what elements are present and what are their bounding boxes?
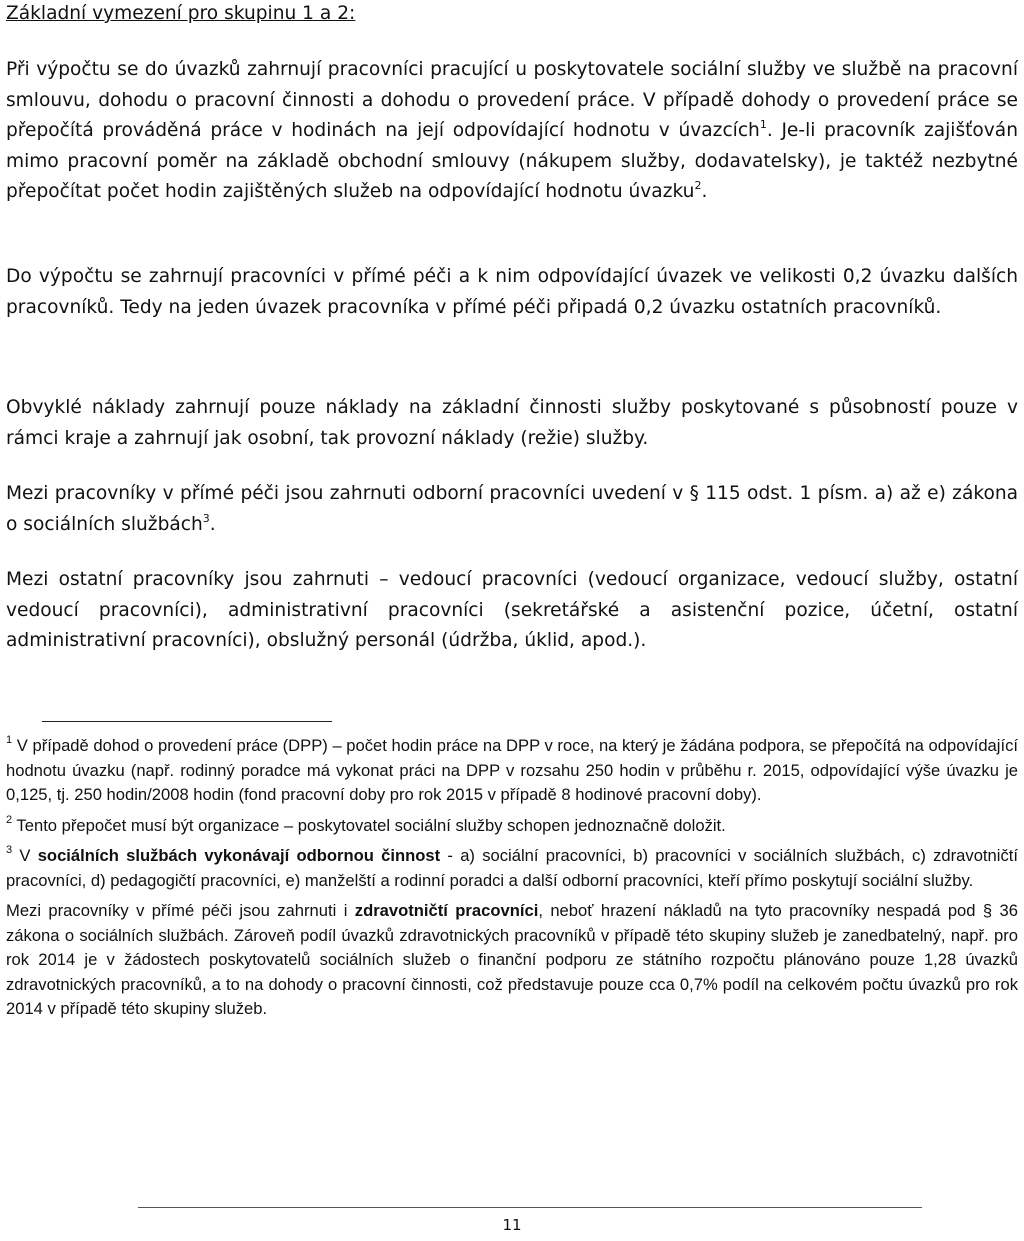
footnote-3-continuation: Mezi pracovníky v přímé péči jsou zahrnuti i zdravotničtí pracovníci, neboť hrazení nákladů na tyto pracovníky nespadá pod § 36 zákona o sociálních službách. Zároveň podíl úvazků zdravotnických pracovníků v případě této skupiny služeb je zanedbatelný, např. pro rok 2014 je v žádostech poskytovatelů sociálních služeb o finanční podporu ze státního rozpočtu plánováno pouze 1,28 úvazků zdravotnických pracovníků, a to na dohody o pracovní činnosti, což představuje pouze cca 0,7% podíl na celkovém počtu úvazků pro rok 2014 v případě této skupiny služeb. — [6, 901, 1018, 1018]
footnote-separator — [42, 721, 332, 722]
paragraph-direct-care: Do výpočtu se zahrnují pracovníci v přímé péči a k nim odpovídající úvazek ve velikosti 0,2 úvazku dalších pracovníků. Tedy na jeden úvazek pracovníka v přímé péči připadá 0,2 úvazku ostatních pracovníků. — [6, 266, 1018, 318]
paragraph-employee-count: Při výpočtu se do úvazků zahrnují pracovníci pracující u poskytovatele sociální služby ve službě na pracovní smlouvu, dohodu o pracovní činnosti a dohodu o provedení práce. V případě dohody o provedení práce se přepočítá prováděná práce v hodinách na její odpovídající hodnotu v úvazcích$^1$. Je-li pracovník zajišťován mimo pracovní poměr na základě obchodní smlouvy (nákupem služby, dodavatelsky), je taktéž nezbytné přepočítat počet hodin zajištěných služeb na odpovídající hodnotu úvazku$^2$. — [6, 59, 1018, 202]
footnote-ref-3: 3 — [202, 511, 210, 525]
paragraph-other-workers: Mezi ostatní pracovníky jsou zahrnuti – vedoucí pracovníci (vedoucí organizace, vedoucí služby, ostatní vedoucí pracovníci), administrativní pracovníci (sekretářské a asistenční pozice, účetní, ostatní administrativní pracovníci), obslužný personál (údržba, úklid, apod.). — [6, 569, 1018, 651]
page-footer-rule — [138, 1207, 922, 1208]
footnote-ref-2: 2 — [694, 179, 702, 192]
footnote-3: $^3$ V sociálních službách vykonávají odbornou činnost - a) sociální pracovníci, b) pracovníci v sociálních službách, c) zdravotničtí pracovníci, d) pedagogičtí pracovníci, e) manželští a rodinní poradci a další odborní pracovníci, kteří přímo poskytují sociální služby. — [6, 844, 1018, 890]
section-heading: Základní vymezení pro skupinu 1 a 2: — [6, 3, 356, 24]
footnote-ref-1: 1 — [759, 118, 767, 131]
page-number: 11 — [502, 1216, 522, 1234]
paragraph-direct-care-workers: Mezi pracovníky v přímé péči jsou zahrnuti odborní pracovníci uvedení v § 115 odst. 1 písm. a) až e) zákona o sociálních službách$^3$. — [6, 483, 1018, 535]
paragraph-usual-costs: Obvyklé náklady zahrnují pouze náklady na základní činnosti služby poskytované s působností pouze v rámci kraje a zahrnují jak osobní, tak provozní náklady (režie) služby. — [6, 397, 1018, 449]
footnote-2: $^2$ Tento přepočet musí být organizace – poskytovatel sociální služby schopen jednoznačně doložit. — [6, 813, 726, 835]
footnote-1: $^1$ V případě dohod o provedení práce (DPP) – počet hodin práce na DPP v roce, na který je žádána podpora, se přepočítá na odpovídající hodnotu úvazku (např. rodinný poradce má vykonat práci na DPP v rozsahu 250 hodin v průběhu r. 2015, odpovídající výše úvazku je 0,125, tj. 250 hodin/2008 hodin (fond pracovní doby pro rok 2015 v případě 8 hodinové pracovní doby). — [6, 734, 1018, 804]
footnotes — [6, 734, 1018, 1028]
